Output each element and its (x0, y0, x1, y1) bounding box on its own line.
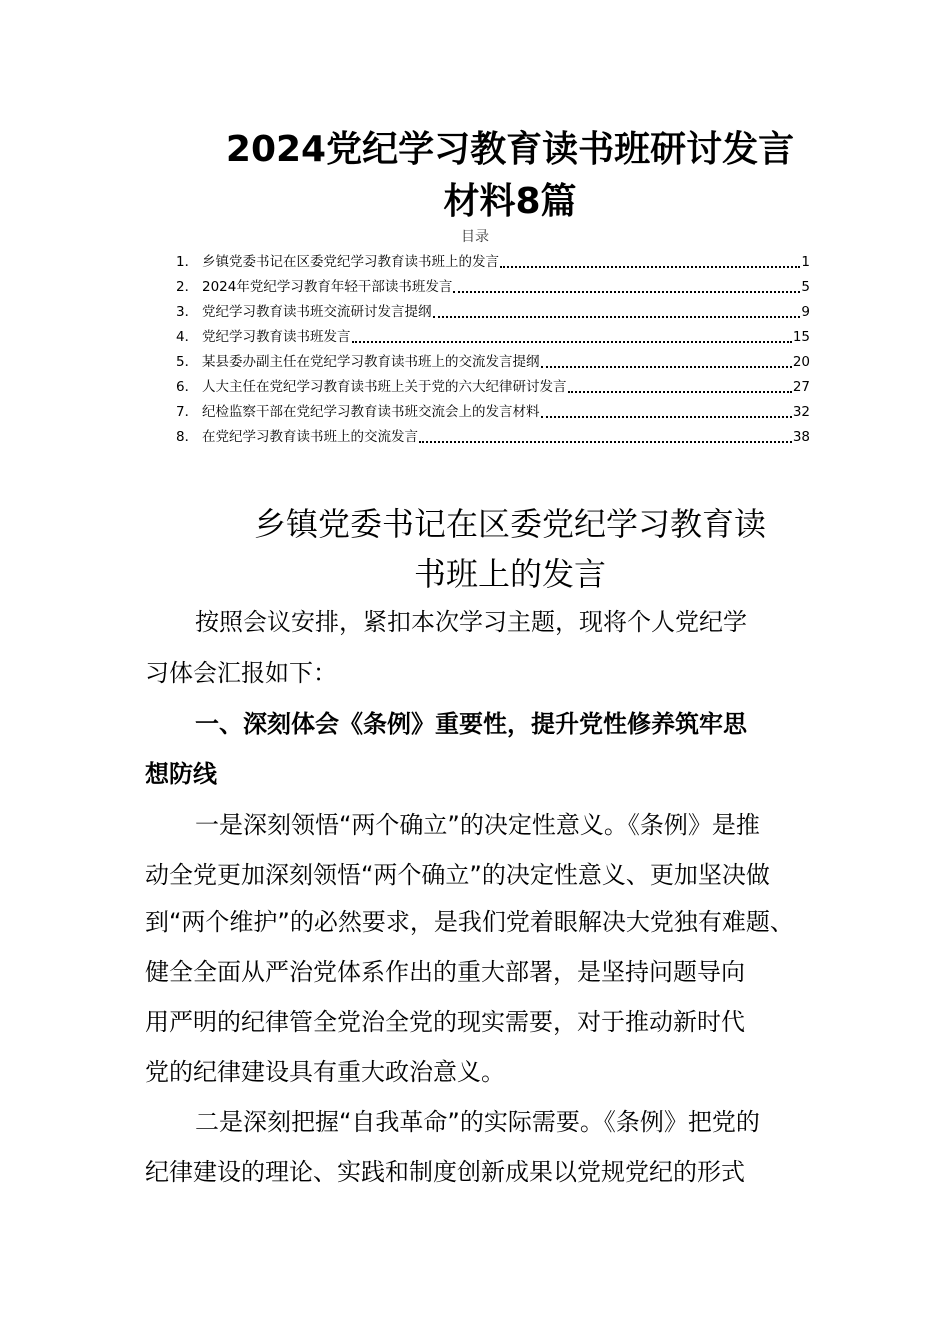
toc-item[interactable] (176, 425, 810, 450)
body-paragraph-line: 健全全面从严治党体系作出的重大部署，是坚持问题导向 (145, 958, 745, 986)
document-title-line-1: 2024党纪学习教育读书班研讨发言 (225, 129, 795, 170)
body-paragraph-line: 一是深刻领悟“两个确立”的决定性意义。《条例》是推 (195, 811, 760, 839)
section-title-line-1: 乡镇党委书记在区委党纪学习教育读 (253, 505, 766, 543)
body-paragraph-line: 党的纪律建设具有重大政治意义。 (145, 1058, 505, 1086)
toc-item-page: 20 (792, 354, 810, 370)
toc-dot-leader (568, 391, 792, 393)
toc-item-title: 党纪学习教育读书班发言 (202, 329, 351, 345)
toc-item-page: 1 (801, 254, 810, 270)
body-heading-line: 一、深刻体会《条例》重要性，提升党性修养筑牢思 (195, 710, 747, 738)
toc-dot-leader (419, 441, 792, 443)
toc-item-number: 8． (176, 429, 199, 445)
body-paragraph-line: 纪律建设的理论、实践和制度创新成果以党规党纪的形式 (145, 1158, 745, 1186)
toc-dot-leader (352, 341, 792, 343)
body-heading-line: 想防线 (145, 760, 217, 788)
toc-item-number: 1． (176, 254, 199, 270)
toc-item-page: 32 (792, 404, 810, 420)
toc-dot-leader (433, 316, 801, 318)
toc-item-page: 9 (801, 304, 810, 320)
body-paragraph-line: 按照会议安排，紧扣本次学习主题，现将个人党纪学 (195, 608, 747, 636)
toc-dot-leader (453, 291, 800, 293)
toc-item-number: 7． (176, 404, 199, 420)
toc-item-page: 15 (792, 329, 810, 345)
toc-item[interactable] (176, 250, 810, 275)
toc-item-title: 某县委办副主任在党纪学习教育读书班上的交流发言提纲 (202, 354, 540, 370)
toc-item-page: 5 (801, 279, 810, 295)
body-paragraph-line: 动全党更加深刻领悟“两个确立”的决定性意义、更加坚决做 (145, 861, 770, 889)
toc-item-title: 乡镇党委书记在区委党纪学习教育读书班上的发言 (202, 254, 499, 270)
table-of-contents (176, 250, 810, 450)
toc-dot-leader (541, 366, 792, 368)
toc-item-number: 4． (176, 329, 199, 345)
toc-item-title: 人大主任在党纪学习教育读书班上关于党的六大纪律研讨发言 (202, 379, 567, 395)
body-paragraph-line: 习体会汇报如下： (145, 659, 337, 687)
section-title-line-2: 书班上的发言 (413, 555, 606, 593)
toc-item-number: 6． (176, 379, 199, 395)
toc-item[interactable] (176, 375, 810, 400)
toc-dot-leader (500, 266, 800, 268)
toc-item-page: 27 (792, 379, 810, 395)
toc-item[interactable] (176, 300, 810, 325)
toc-item-title: 纪检监察干部在党纪学习教育读书班交流会上的发言材料 (202, 404, 540, 420)
toc-dot-leader (541, 416, 792, 418)
toc-item[interactable] (176, 325, 810, 350)
toc-item[interactable] (176, 350, 810, 375)
toc-item-number: 2． (176, 279, 199, 295)
toc-item[interactable] (176, 400, 810, 425)
body-paragraph-line: 二是深刻把握“自我革命”的实际需要。《条例》把党的 (195, 1108, 760, 1136)
toc-item[interactable] (176, 275, 810, 300)
toc-item-number: 3． (176, 304, 199, 320)
toc-heading: 目录 (461, 229, 489, 245)
body-paragraph-line: 用严明的纪律管全党治全党的现实需要，对于推动新时代 (145, 1008, 745, 1036)
toc-item-title: 2024年党纪学习教育年轻干部读书班发言 (202, 279, 453, 295)
toc-item-title: 党纪学习教育读书班交流研讨发言提纲 (202, 304, 432, 320)
document-title-line-2: 材料8篇 (443, 181, 577, 222)
toc-item-number: 5． (176, 354, 199, 370)
toc-item-page: 38 (792, 429, 810, 445)
body-paragraph-line: 到“两个维护”的必然要求，是我们党着眼解决大党独有难题、 (145, 908, 794, 936)
toc-item-title: 在党纪学习教育读书班上的交流发言 (202, 429, 418, 445)
